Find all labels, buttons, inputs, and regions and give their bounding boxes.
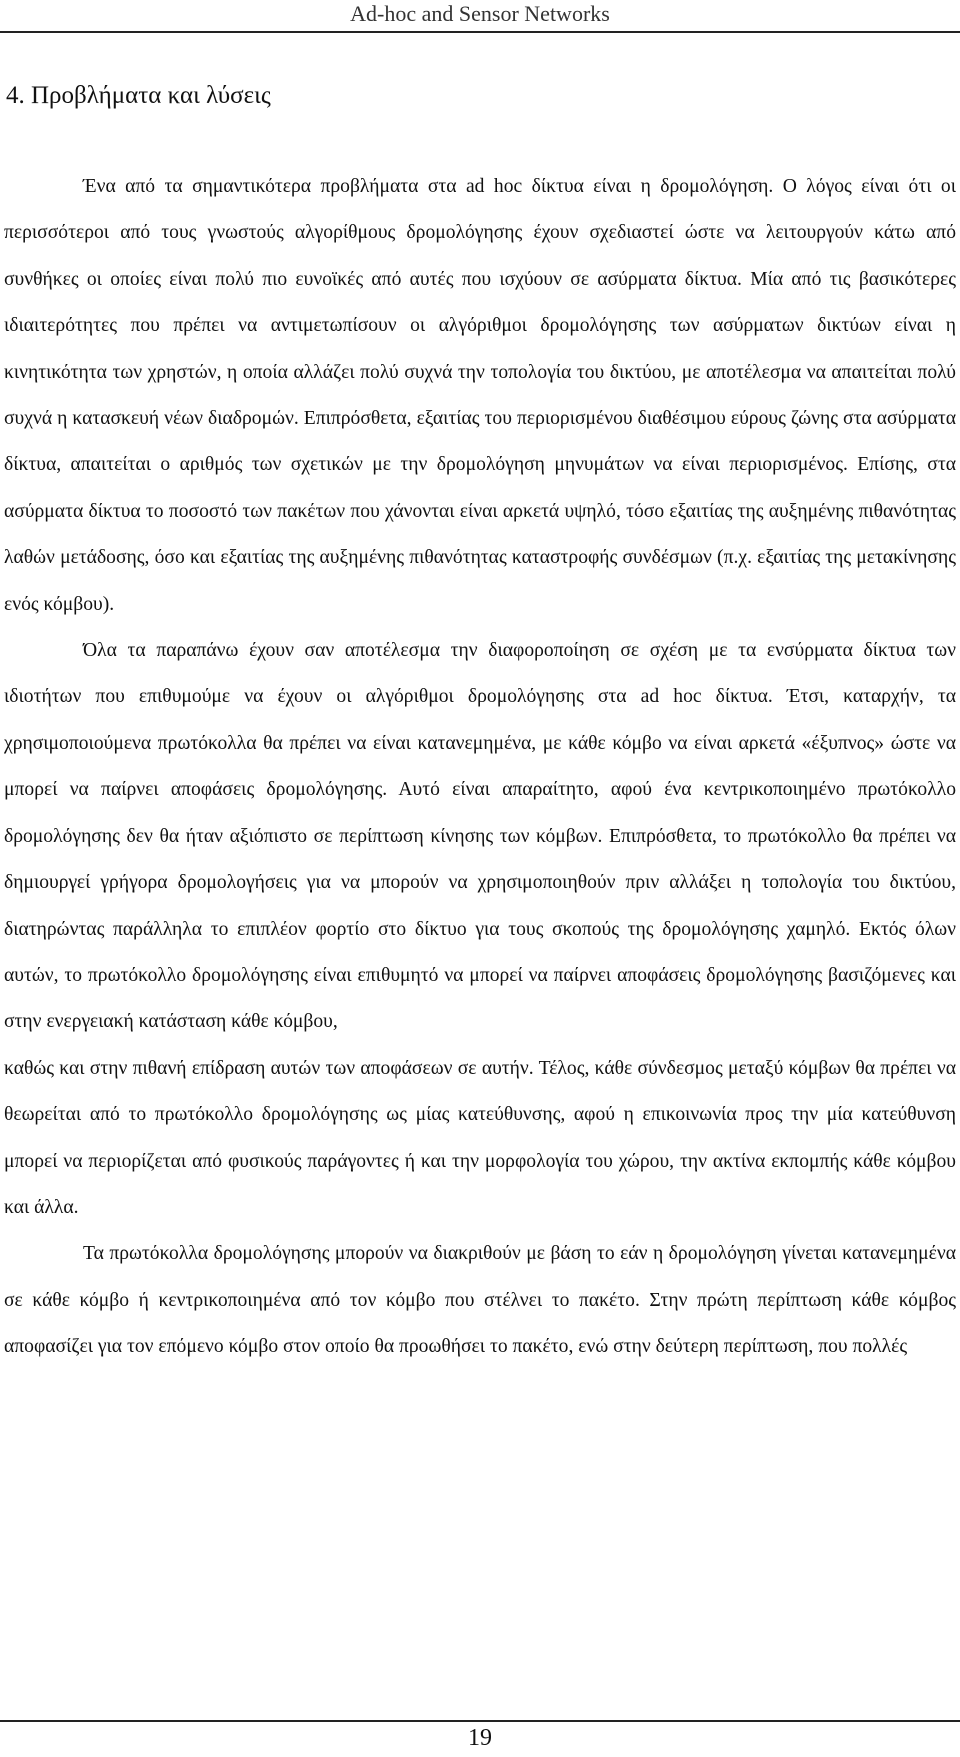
section-heading: 4. Προβλήματα και λύσεις [6, 82, 271, 109]
paragraph-4: Τα πρωτόκολλα δρομολόγησης μπορούν να διακριθούν με βάση το εάν η δρομολόγηση γίνεται κατανεμημένα σε κάθε κόμβο ή κεντρικοποιημένα από τον κόμβο που στέλνει το πακέτο. Στην πρώτη περίπτωση κάθε κόμβος αποφασίζει για τον επόμενο κόμβο στον οποίο θα προωθήσει το πακέτο, ενώ στην δεύτερη περίπτωση, που πολλές [4, 1243, 956, 1358]
header-rule [0, 31, 960, 33]
paragraph-1: Ένα από τα σημαντικότερα προβλήματα στα ad hoc δίκτυα είναι η δρομολόγηση. Ο λόγος είναι ότι οι περισσότεροι από τους γνωστούς αλγορίθμους δρομολόγησης έχουν σχεδιαστεί ώστε να λειτουργούν κάτω από συνθήκες οι οποίες είναι πολύ πιο ευνοϊκές από αυτές που ισχύουν σε ασύρματα δίκτυα. Μία από τις βασικότερες ιδιαιτερότητες που πρέπει να αντιμετωπίσουν οι αλγόριθμοι δρομολόγησης των ασύρματων δικτύων είναι η κινητικότητα των χρηστών, η οποία αλλάζει πολύ συχνά την τοπολογία του δικτύου, με αποτέλεσμα να απαιτείται πολύ συχνά η κατασκευή νέων διαδρομών. Επιπρόσθετα, εξαιτίας του περιορισμένου διαθέσιμου εύρους ζώνης στα ασύρματα δίκτυα, απαιτείται ο αριθμός των σχετικών με την δρομολόγηση μηνυμάτων να είναι περιορισμένος. Επίσης, στα ασύρματα δίκτυα το ποσοστό των πακέτων που χάνονται είναι αρκετά υψηλό, τόσο εξαιτίας της αυξημένης πιθανότητας λαθών μετάδοσης, όσο και εξαιτίας της αυξημένης πιθανότητας καταστροφής συνδέσμων (π.χ. εξαιτίας της μετακίνησης ενός κόμβου). [4, 176, 956, 615]
page-number: 19 [468, 1725, 492, 1751]
running-header: Ad-hoc and Sensor Networks [350, 1, 610, 26]
body-text [4, 164, 956, 1371]
paragraph-3: καθώς και στην πιθανή επίδραση αυτών των αποφάσεων σε αυτήν. Τέλος, κάθε σύνδεσμος μεταξύ κόμβων θα πρέπει να θεωρείται από το πρωτόκολλο δρομολόγησης ως μίας κατεύθυνσης, αφού η επικοινωνία προς την μία κατεύθυνση μπορεί να περιορίζεται από φυσικούς παράγοντες ή και την μορφολογία του χώρου, την ακτίνα εκπομπής κάθε κόμβου και άλλα. [4, 1057, 956, 1218]
paragraph-2: Όλα τα παραπάνω έχουν σαν αποτέλεσμα την διαφοροποίηση σε σχέση με τα ενσύρματα δίκτυα των ιδιοτήτων που επιθυμούμε να έχουν οι αλγόριθμοι δρομολόγησης στα ad hoc δίκτυα. Έτσι, καταρχήν, τα χρησιμοποιούμενα πρωτόκολλα θα πρέπει να είναι κατανεμημένα, με κάθε κόμβο να είναι αρκετά «έξυπνος» ώστε να μπορεί να παίρνει αποφάσεις δρομολόγησης. Αυτό είναι απαραίτητο, αφού ένα κεντρικοποιημένο πρωτόκολλο δρομολόγησης δεν θα ήταν αξιόπιστο σε περίπτωση κίνησης των κόμβων. Επιπρόσθετα, το πρωτόκολλο θα πρέπει να δημιουργεί γρήγορα δρομολογήσεις για να μπορούν να χρησιμοποιηθούν πριν αλλάξει η τοπολογία του δικτύου, διατηρώντας παράλληλα το επιπλέον φορτίο στο δίκτυο για τους σκοπούς της δρομολόγησης χαμηλό. Εκτός όλων αυτών, το πρωτόκολλο δρομολόγησης είναι επιθυμητό να μπορεί να παίρνει αποφάσεις δρομολόγησης βασιζόμενες και στην ενεργειακή κατάσταση κάθε κόμβου, [4, 640, 956, 1033]
